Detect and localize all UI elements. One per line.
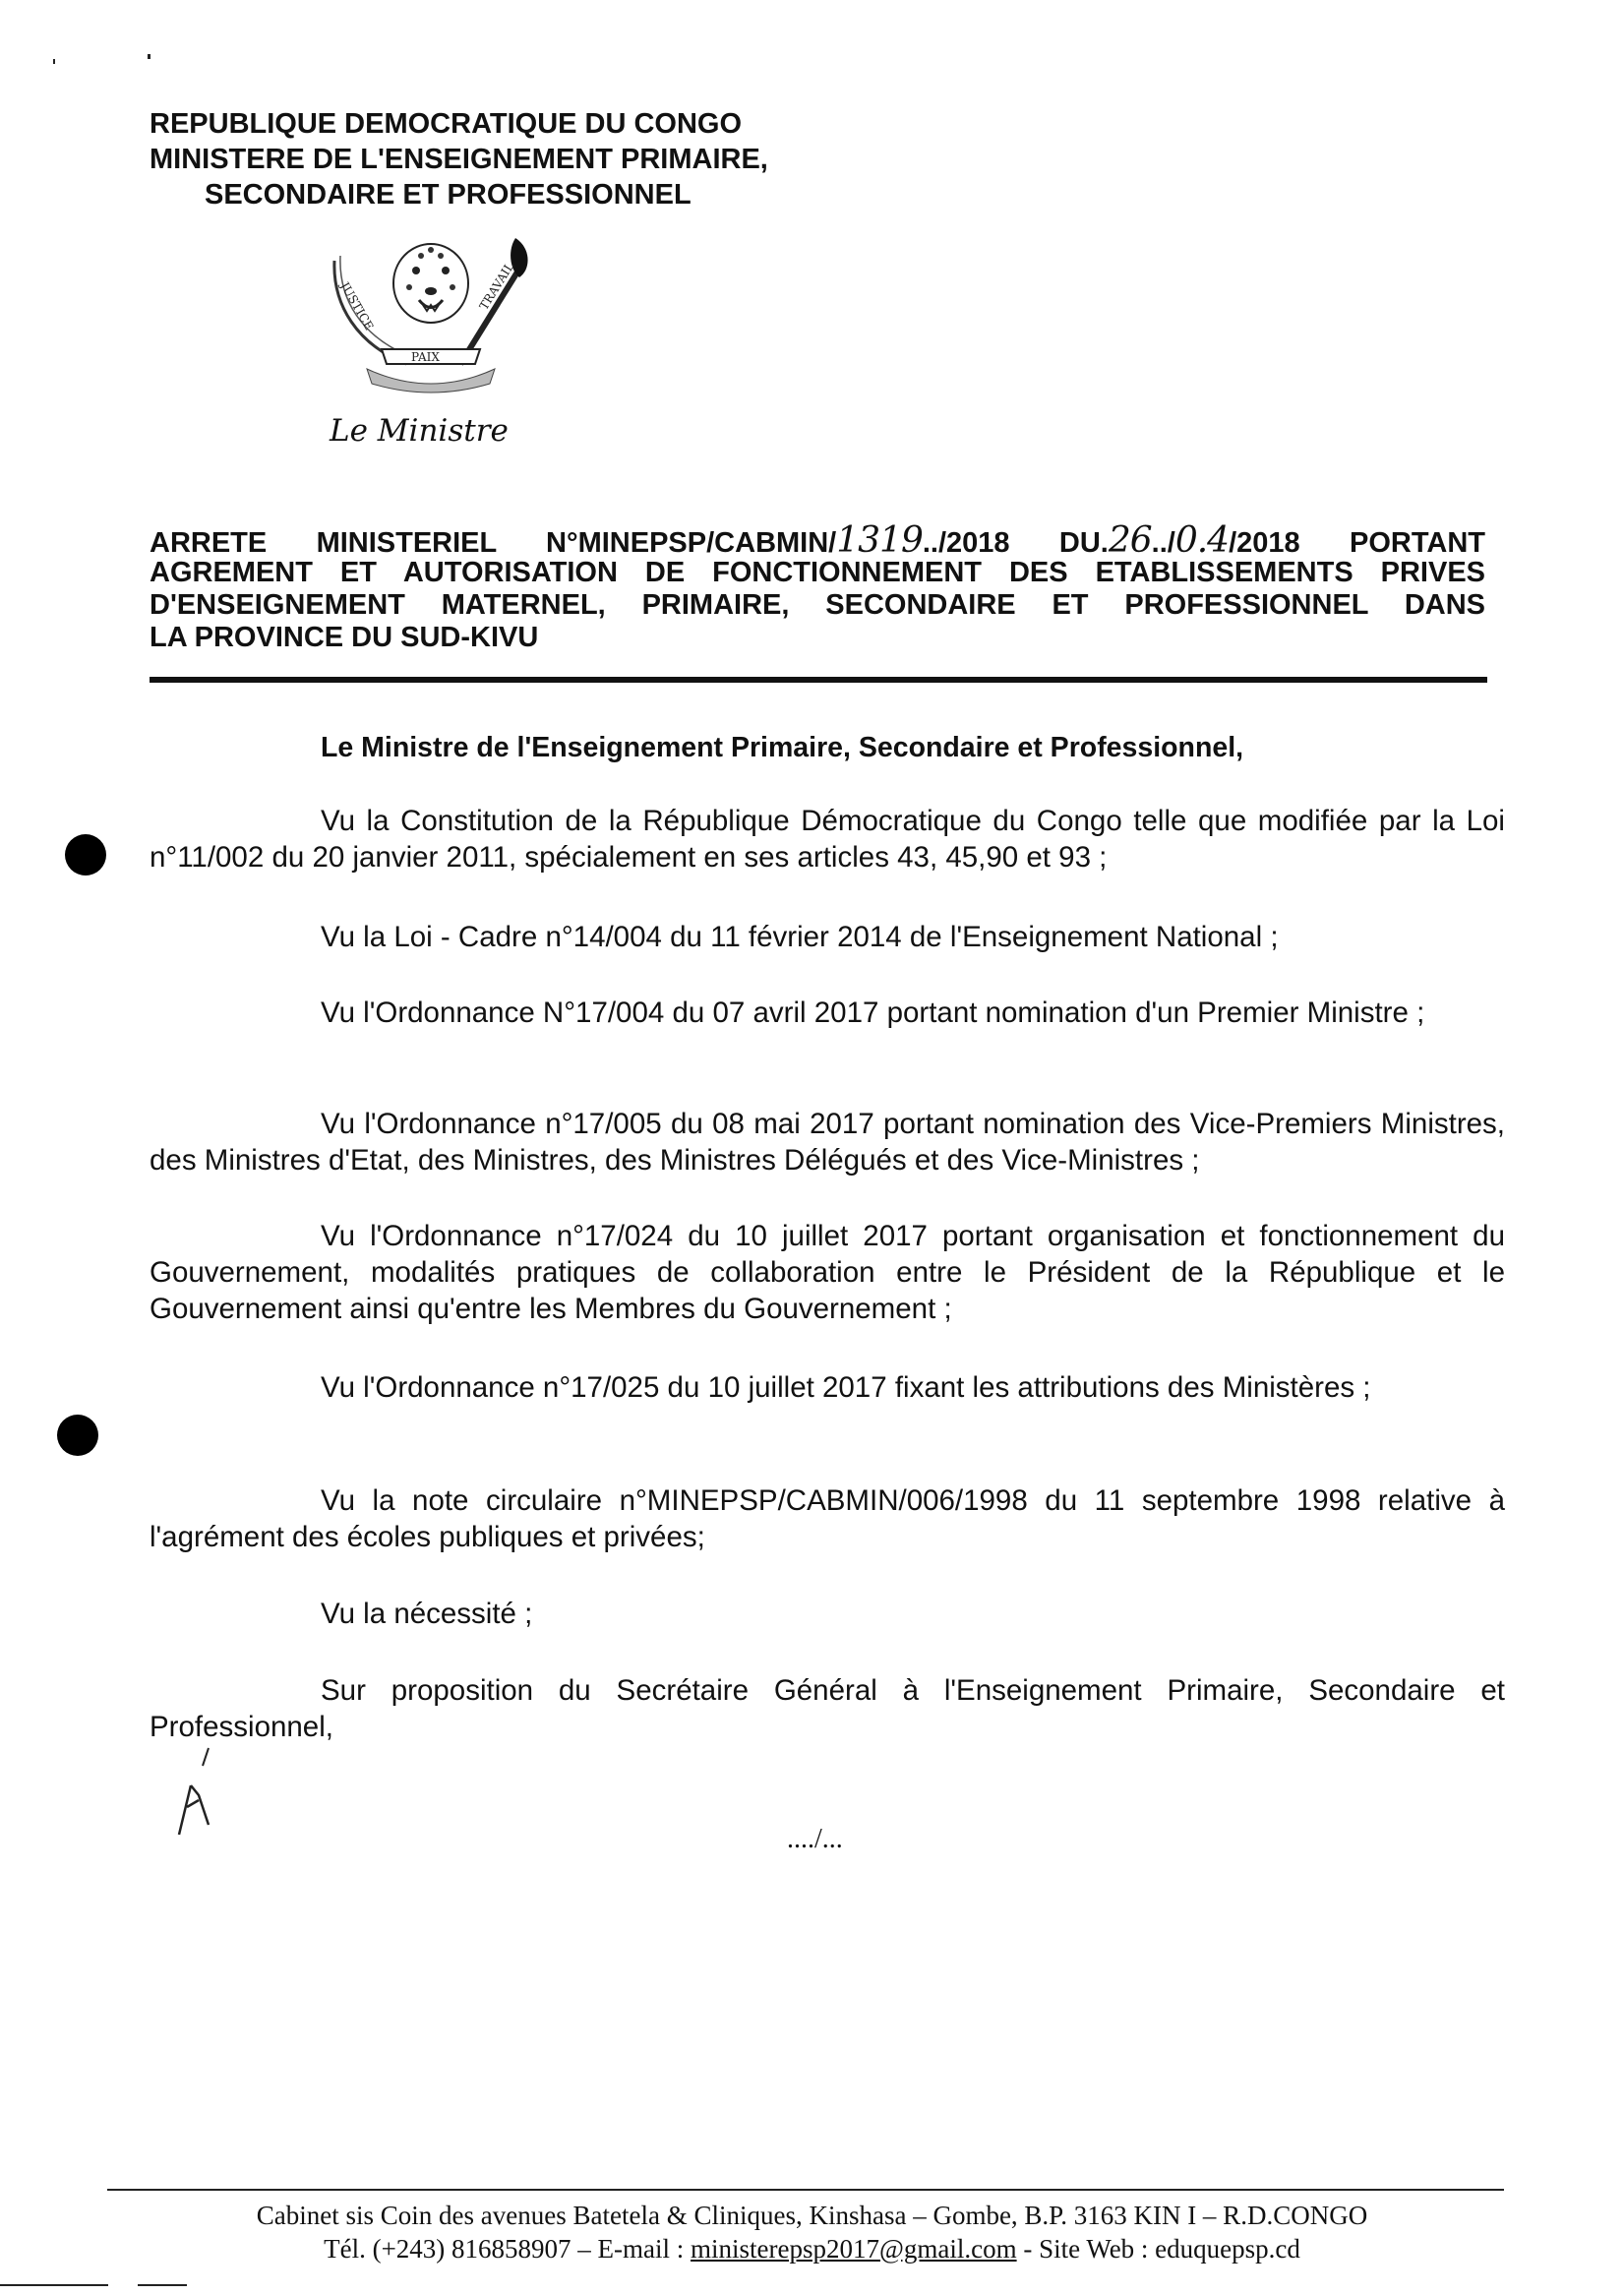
considerant-loi-cadre: Vu la Loi - Cadre n°14/004 du 11 février 2014 de l'Enseignement National ;	[321, 921, 1279, 953]
considerant-ordonnance-004: Vu l'Ordonnance N°17/004 du 07 avril 2017 portant nomination d'un Premier Ministre ;	[321, 997, 1425, 1029]
decree-date-prefix: ../2018 DU.	[922, 527, 1109, 559]
considerant-necessite: Vu la nécessité ;	[321, 1598, 533, 1630]
intro-line: Le Ministre de l'Enseignement Primaire, Secondaire et Professionnel,	[321, 732, 1244, 763]
handwritten-day: 26	[1108, 520, 1152, 561]
emblem-motto-paix: PAIX	[411, 350, 440, 364]
handwritten-decree-number: 1319	[836, 520, 923, 561]
footer-email-link[interactable]: ministerepsp2017@gmail.com	[691, 2234, 1017, 2264]
header-country: REPUBLIQUE DEMOCRATIQUE DU CONGO	[150, 108, 743, 140]
footer-divider	[107, 2189, 1504, 2191]
handwritten-month: 0.4	[1174, 520, 1230, 561]
le-ministre-label: Le Ministre	[330, 413, 509, 449]
emblem-motto-justice: JUSTICE	[337, 279, 377, 333]
footer-contact	[0, 2233, 1624, 2265]
decree-title-line-4: LA PROVINCE DU SUD-KIVU	[150, 622, 539, 653]
title-divider	[150, 677, 1487, 683]
header-ministry: MINISTERE DE L'ENSEIGNEMENT PRIMAIRE,	[150, 144, 768, 175]
decree-date-suffix: /2018 PORTANT	[1229, 527, 1485, 559]
footer-address: Cabinet sis Coin des avenues Batetela & Cliniques, Kinshasa – Gombe, B.P. 3163 KIN I – R.D.CONGO	[256, 2201, 1368, 2230]
leopard-emblem-icon	[313, 226, 549, 398]
considerant-constitution: Vu la Constitution de la République Démocratique du Congo telle que modifiée par la Loi n°11/002 du 20 janvier 2011, spécialement en ses articles 43, 45,90 et 93 ;	[150, 805, 1505, 874]
coat-of-arms-emblem	[313, 226, 549, 398]
considerant-ordonnance-005: Vu l'Ordonnance n°17/005 du 08 mai 2017 portant nomination des Vice-Premiers Ministres, des Ministres d'Etat, des Ministres, des Ministres Délégués et des Vice-Ministres ;	[150, 1108, 1505, 1177]
emblem-motto-travail: TRAVAIL	[476, 260, 517, 313]
header-ministry-cont: SECONDAIRE ET PROFESSIONNEL	[205, 179, 692, 211]
decree-title-line-1	[150, 520, 1485, 561]
scan-mark	[53, 59, 55, 64]
decree-number-prefix: ARRETE MINISTERIEL N°MINEPSP/CABMIN/	[150, 527, 837, 559]
footer-website: - Site Web : eduquepsp.cd	[1016, 2234, 1300, 2264]
handwritten-initial-mark	[169, 1746, 228, 1844]
scan-mark	[0, 2284, 108, 2286]
considerant-note-circulaire: Vu la note circulaire n°MINEPSP/CABMIN/006/1998 du 11 septembre 1998 relative à l'agrément des écoles publiques et privées;	[150, 1484, 1505, 1553]
considerant-proposition: Sur proposition du Secrétaire Général à l'Enseignement Primaire, Secondaire et Professionnel,	[150, 1674, 1505, 1743]
page-continuation: ..../...	[787, 1824, 843, 1854]
decree-title-line-2: AGREMENT ET AUTORISATION DE FONCTIONNEMENT DES ETABLISSEMENTS PRIVES	[150, 557, 1485, 588]
scan-mark	[138, 2284, 187, 2286]
scan-mark	[148, 54, 150, 59]
decree-title-line-3: D'ENSEIGNEMENT MATERNEL, PRIMAIRE, SECONDAIRE ET PROFESSIONNEL DANS	[150, 589, 1485, 621]
decree-date-sep: ../	[1151, 527, 1175, 559]
footer-phone: Tél. (+243) 816858907 – E-mail :	[324, 2234, 692, 2264]
punch-hole-mark	[65, 834, 106, 876]
punch-hole-mark	[57, 1415, 98, 1456]
considerant-ordonnance-025: Vu l'Ordonnance n°17/025 du 10 juillet 2017 fixant les attributions des Ministères ;	[321, 1371, 1371, 1404]
considerant-ordonnance-024: Vu l'Ordonnance n°17/024 du 10 juillet 2017 portant organisation et fonctionnement du Gouvernement, modalités pratiques de collaboration entre le Président de la République et le Gouvernement ainsi qu'entre les Membres du Gouvernement ;	[150, 1220, 1505, 1325]
